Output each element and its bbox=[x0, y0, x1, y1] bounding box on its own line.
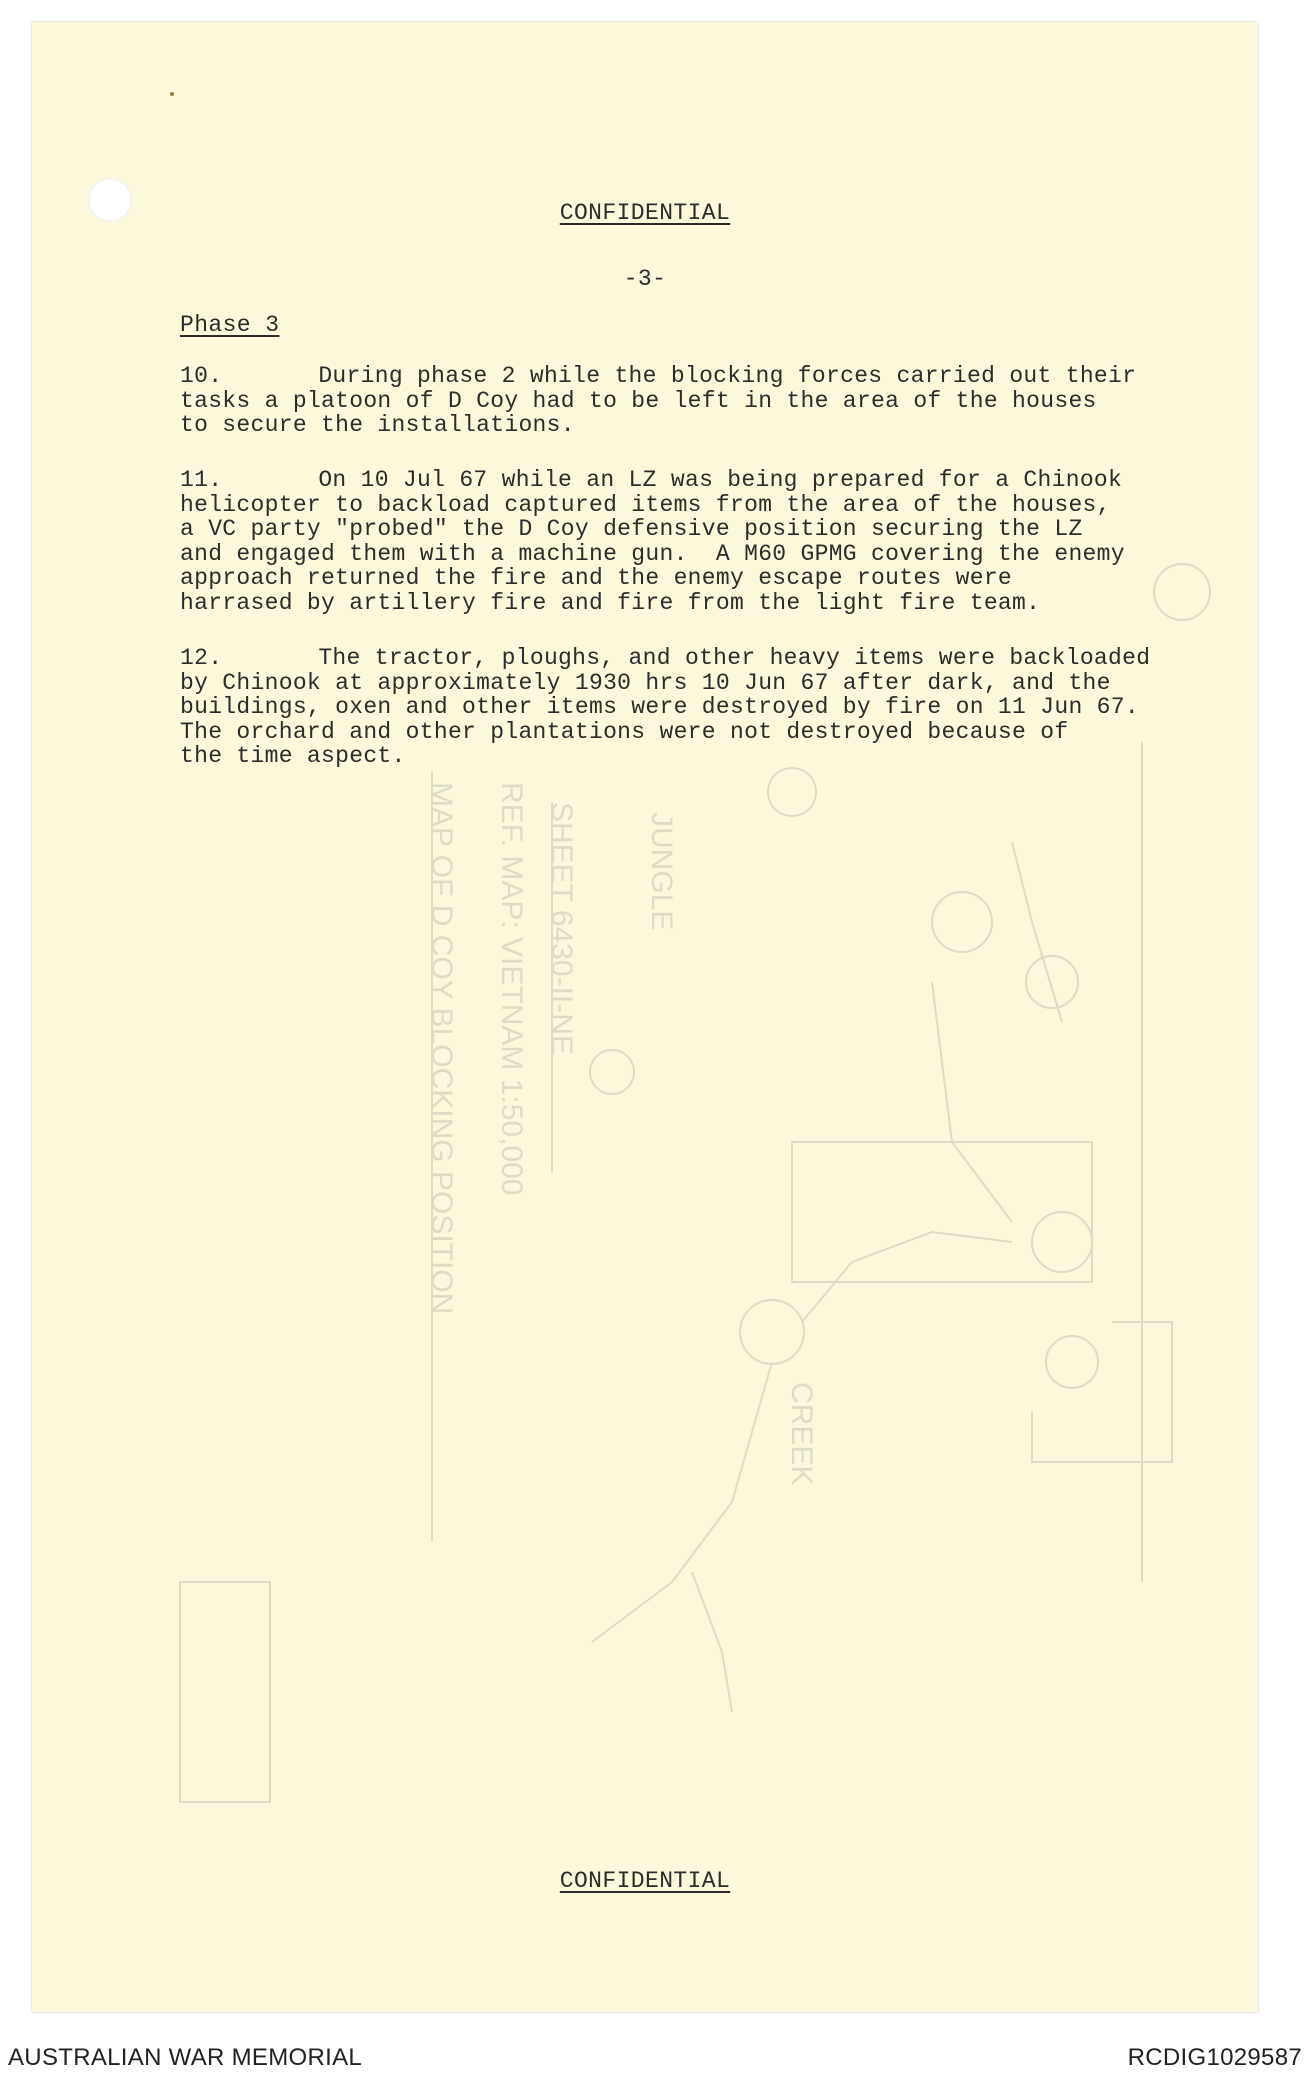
paragraph-line: 12. The tractor, ploughs, and other heavy items were backloaded bbox=[180, 645, 1151, 671]
paragraph-line: 11. On 10 Jul 67 while an LZ was being prepared for a Chinook bbox=[180, 467, 1123, 493]
paragraph-line: helicopter to backload captured items from the area of the houses, bbox=[180, 491, 1111, 518]
paragraph-line: to secure the installations. bbox=[180, 412, 575, 438]
svg-text:REF. MAP: VIETNAM 1:50,000: REF. MAP: VIETNAM 1:50,000 bbox=[495, 782, 528, 1196]
paragraph-line: tasks a platoon of D Coy had to be left in the area of the houses bbox=[180, 387, 1097, 414]
svg-text:CREEK: CREEK bbox=[785, 1382, 818, 1486]
svg-text:SHEET 6430-II-NE: SHEET 6430-II-NE bbox=[545, 802, 578, 1055]
document-page bbox=[32, 22, 1258, 2012]
paragraph-line: buildings, oxen and other items were destroyed by fire on 11 Jun 67. bbox=[180, 694, 1139, 720]
paragraph-number: 12. bbox=[180, 645, 223, 671]
svg-text:MAP OF D COY BLOCKING POSITION: MAP OF D COY BLOCKING POSITION bbox=[425, 782, 458, 1315]
paragraph-line: harrased by artillery fire and fire from the light fire team. bbox=[180, 589, 1041, 616]
svg-text:JUNGLE: JUNGLE bbox=[645, 812, 678, 931]
paragraph-11 bbox=[180, 468, 1220, 615]
page-number: -3- bbox=[623, 266, 667, 292]
section-heading: Phase 3 bbox=[180, 312, 280, 338]
paragraph-line: 10. During phase 2 while the blocking forces carried out their bbox=[180, 363, 1137, 389]
paragraph-number: 11. bbox=[180, 467, 223, 493]
header-classification: CONFIDENTIAL bbox=[559, 200, 731, 226]
archive-institution: AUSTRALIAN WAR MEMORIAL bbox=[8, 2044, 363, 2071]
archive-reference: RCDIG1029587 bbox=[1127, 2044, 1302, 2071]
paragraph-number: 10. bbox=[180, 363, 223, 389]
paragraph-line: The orchard and other plantations were not destroyed because of bbox=[180, 718, 1069, 745]
paragraph-line: approach returned the fire and the enemy escape routes were bbox=[180, 565, 1013, 591]
paragraph-10 bbox=[180, 364, 1220, 438]
paragraph-line: the time aspect. bbox=[180, 743, 406, 769]
paragraph-12 bbox=[180, 646, 1220, 769]
paragraph-line: and engaged them with a machine gun. A M60 GPMG covering the enemy bbox=[180, 540, 1125, 567]
footer-classification: CONFIDENTIAL bbox=[559, 1868, 731, 1894]
paragraph-line: a VC party "probed" the D Coy defensive position securing the LZ bbox=[180, 516, 1083, 542]
paragraph-line: by Chinook at approximately 1930 hrs 10 Jun 67 after dark, and the bbox=[180, 669, 1111, 696]
